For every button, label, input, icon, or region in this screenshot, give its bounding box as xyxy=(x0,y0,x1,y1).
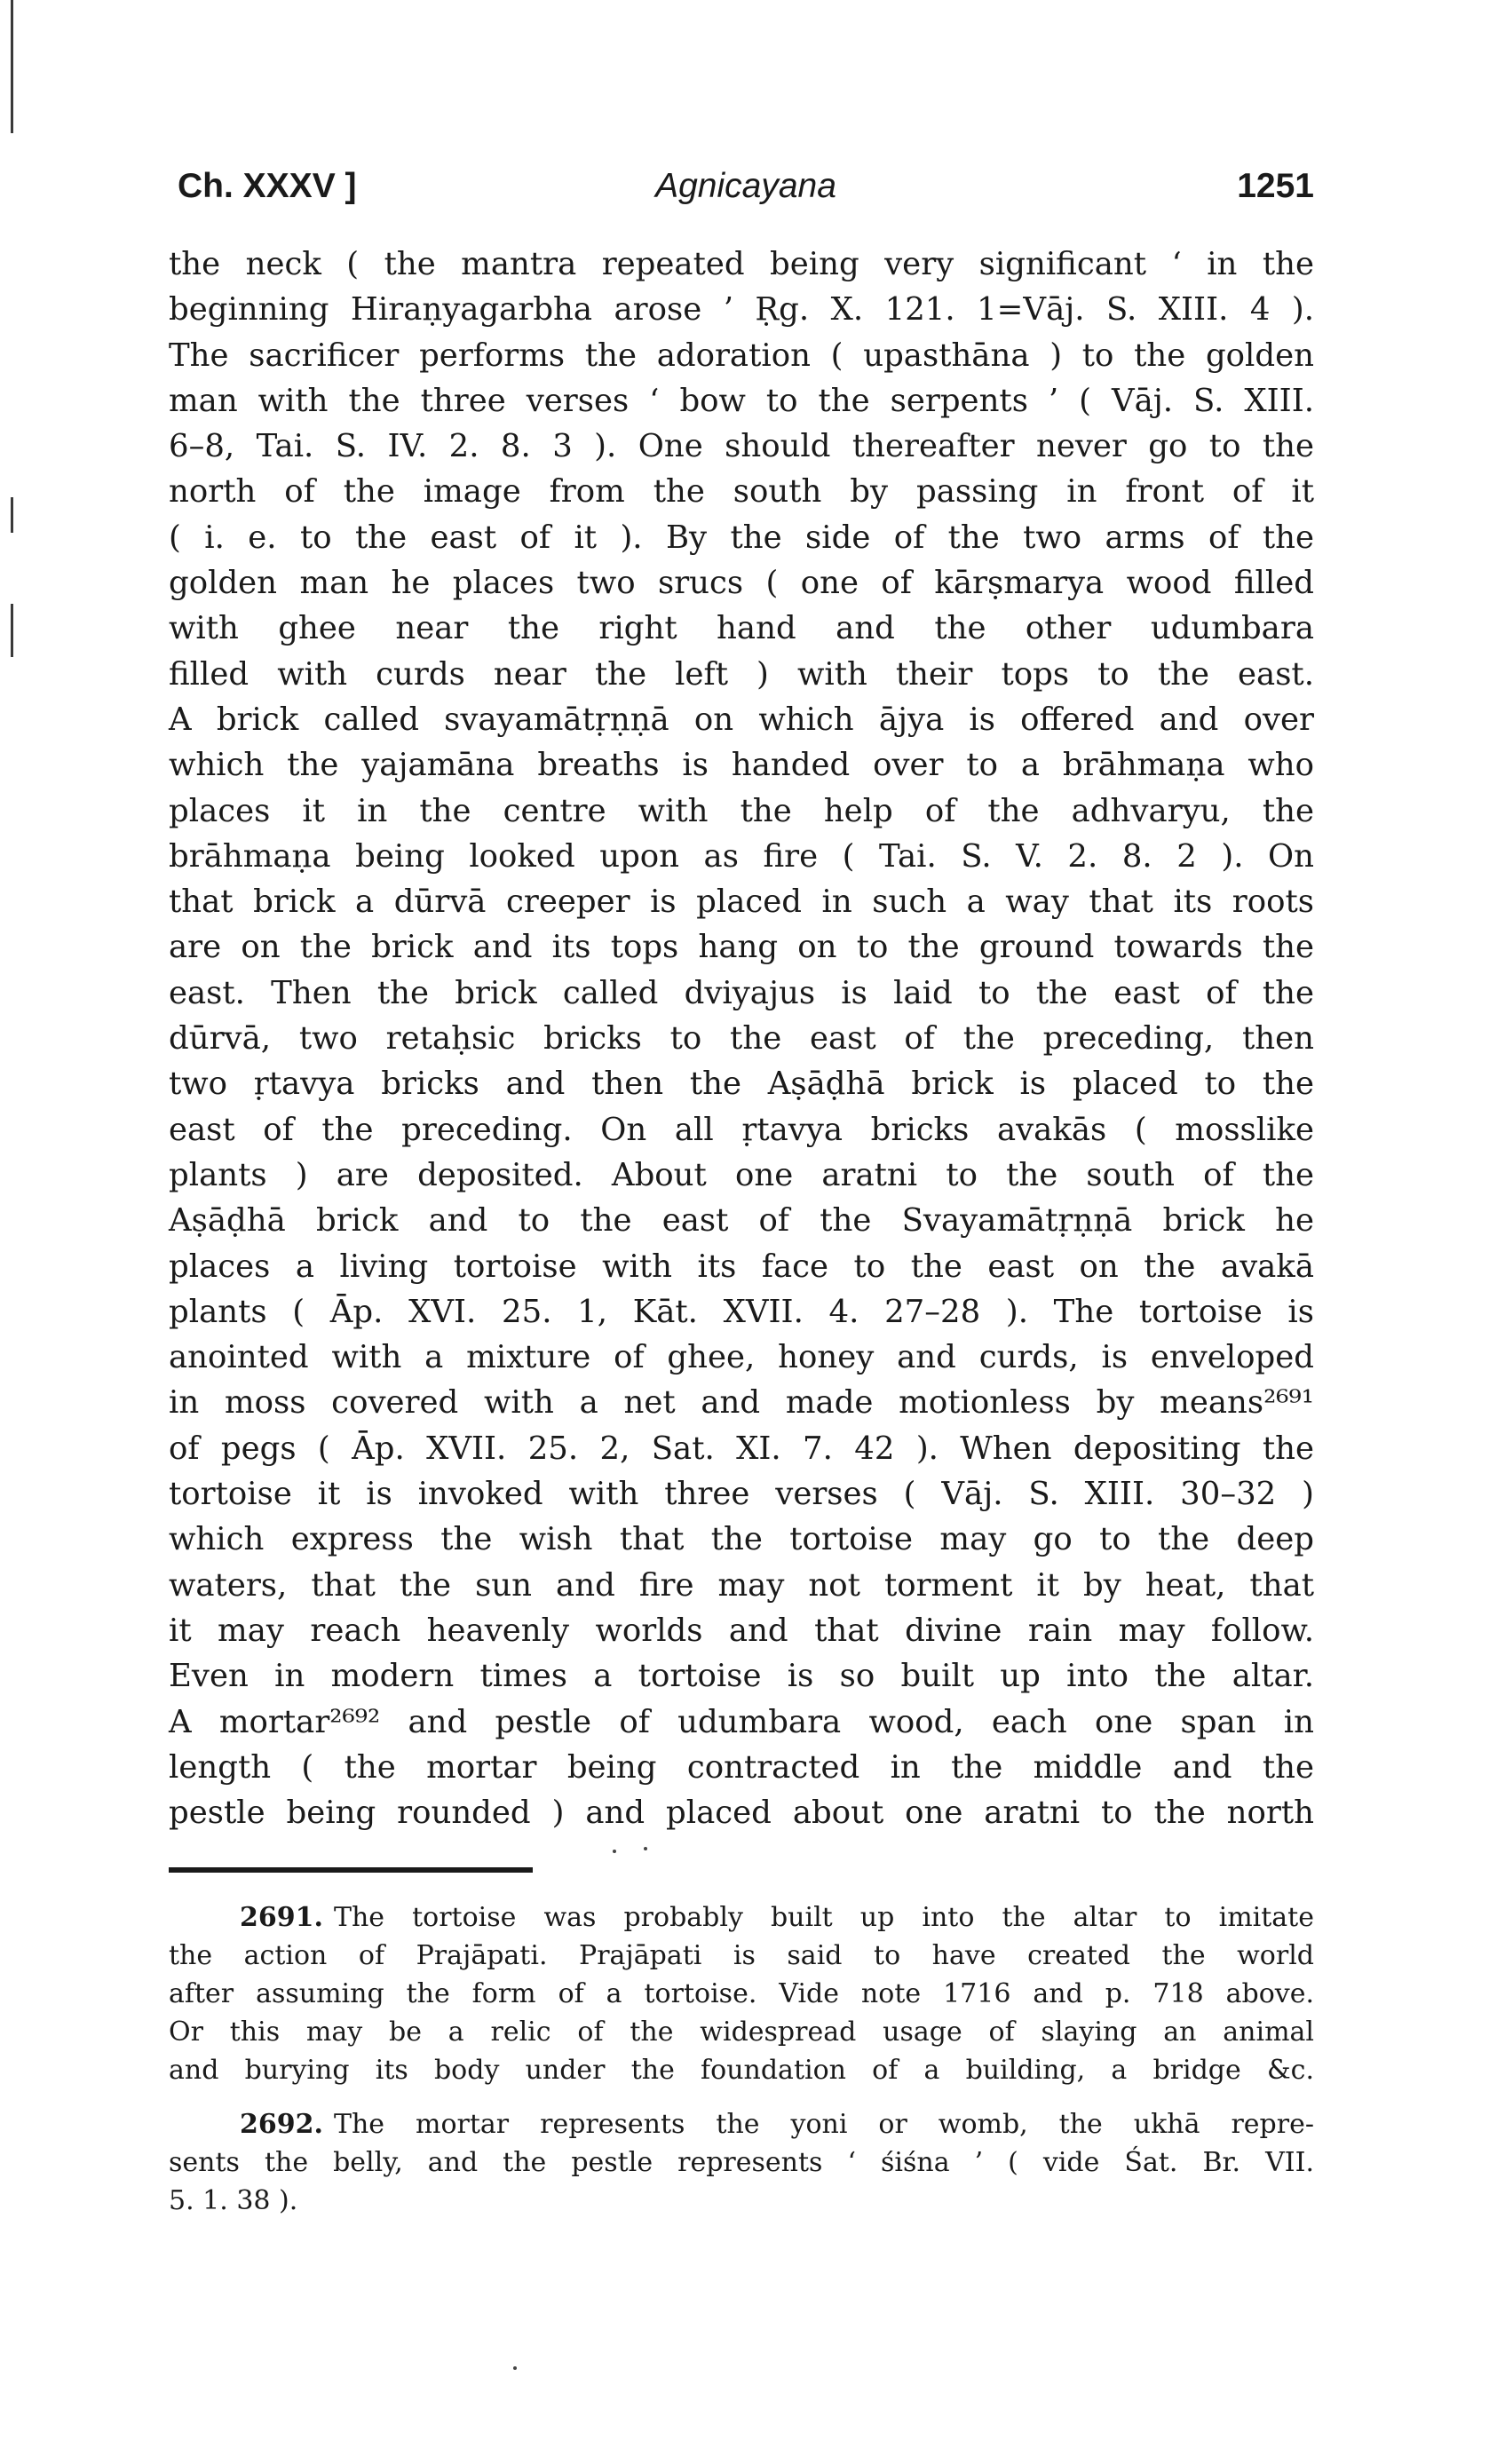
scan-edge-mark xyxy=(11,0,13,133)
text-line: The sacrificer performs the adoration ( upasthāna ) to the golden xyxy=(169,337,1314,374)
text-line: of pegs ( Āp. XVII. 25. 2, Sat. XI. 7. 42 ). When depositing the xyxy=(169,1430,1314,1467)
footnote-line: and burying its body under the foundation of a building, a bridge &c. xyxy=(169,2055,1314,2086)
text-line: filled with curds near the left ) with their tops to the east. xyxy=(169,655,1314,693)
text-line: east. Then the brick called dviyajus is laid to the east of the xyxy=(169,974,1314,1011)
text-line: ( i. e. to the east of it ). By the side of the two arms of the xyxy=(169,519,1314,556)
text-line: pestle being rounded ) and placed about one aratni to the north xyxy=(169,1795,1314,1832)
scan-speck xyxy=(513,2366,517,2370)
running-title: Agnicayana xyxy=(655,167,836,205)
text-line: which the yajamāna breaths is handed over to a brāhmaṇa who xyxy=(169,747,1314,784)
body-text xyxy=(169,242,1314,1835)
text-line: man with the three verses ‘ bow to the serpents ’ ( Vāj. S. XIII. xyxy=(169,382,1314,419)
text-line: length ( the mortar being contracted in the middle and the xyxy=(169,1748,1314,1786)
text-line: golden man he places two srucs ( one of kārṣmarya wood filled xyxy=(169,565,1314,602)
text-line: it may reach heavenly worlds and that divine rain may follow. xyxy=(169,1612,1314,1649)
footnote-line: Or this may be a relic of the widespread usage of slaying an animal xyxy=(169,2016,1314,2048)
text-line: A mortar²⁶⁹² and pestle of udumbara wood, each one span in xyxy=(169,1703,1314,1740)
footnote-line: after assuming the form of a tortoise. Vide note 1716 and p. 718 above. xyxy=(169,1978,1314,2009)
text-line: with ghee near the right hand and the other udumbara xyxy=(169,610,1314,647)
footnote-rule xyxy=(169,1867,533,1873)
text-line: are on the brick and its tops hang on to the ground towards the xyxy=(169,929,1314,966)
footnote-text: The mortar represents the yoni or womb, the ukhā repre- xyxy=(333,2109,1314,2140)
footnote-line xyxy=(169,2105,1314,2143)
footnote-number: 2691. xyxy=(240,1902,323,1933)
text-line: north of the image from the south by passing in front of it xyxy=(169,473,1314,511)
text-line: two ṛtavya bricks and then the Aṣāḍhā brick is placed to the xyxy=(169,1066,1314,1103)
text-line: Aṣāḍhā brick and to the east of the Svayamātṛṇṇā brick he xyxy=(169,1202,1314,1240)
text-line: plants ( Āp. XVI. 25. 1, Kāt. XVII. 4. 27–28 ). The tortoise is xyxy=(169,1293,1314,1330)
chapter-label: Ch. XXXV ] xyxy=(178,167,357,205)
text-line: tortoise it is invoked with three verses ( Vāj. S. XIII. 30–32 ) xyxy=(169,1476,1314,1513)
text-line: east of the preceding. On all ṛtavya bricks avakās ( mosslike xyxy=(169,1111,1314,1148)
footnote-number: 2692. xyxy=(240,2109,323,2140)
text-line: anointed with a mixture of ghee, honey and curds, is enveloped xyxy=(169,1339,1314,1376)
text-line: the neck ( the mantra repeated being very significant ‘ in the xyxy=(169,246,1314,282)
scan-edge-mark xyxy=(11,497,13,533)
footnote-text: The tortoise was probably built up into the altar to imitate xyxy=(333,1902,1314,1933)
running-header xyxy=(178,167,1314,220)
text-line: brāhmaṇa being looked upon as fire ( Tai. S. V. 2. 8. 2 ). On xyxy=(169,837,1314,875)
footnote-line: the action of Prajāpati. Prajāpati is said to have created the world xyxy=(169,1940,1314,1971)
text-line: Even in modern times a tortoise is so built up into the altar. xyxy=(169,1658,1314,1695)
page-number: 1251 xyxy=(1237,167,1314,205)
footnote-line: sents the belly, and the pestle represents ‘ śiśna ’ ( vide Śat. Br. VII. xyxy=(169,2147,1314,2178)
footnotes xyxy=(169,1898,1314,2236)
text-line: that brick a dūrvā creeper is placed in such a way that its roots xyxy=(169,883,1314,921)
footnote-line: 5. 1. 38 ). xyxy=(169,2185,298,2216)
scan-speck xyxy=(644,1847,647,1850)
text-line: dūrvā, two retaḥsic bricks to the east of the preceding, then xyxy=(169,1020,1314,1058)
text-line: places a living tortoise with its face to the east on the avakā xyxy=(169,1248,1314,1285)
text-line: in moss covered with a net and made motionless by means²⁶⁹¹ xyxy=(169,1384,1314,1422)
scan-edge-mark xyxy=(11,604,13,657)
text-line: A brick called svayamātṛṇṇā on which ājya is offered and over xyxy=(169,701,1314,738)
footnote-line xyxy=(169,1898,1314,1937)
text-line: beginning Hiraṇyagarbha arose ’ Ṛg. X. 121. 1=Vāj. S. XIII. 4 ). xyxy=(169,291,1314,329)
text-line: places it in the centre with the help of the adhvaryu, the xyxy=(169,792,1314,829)
text-line: plants ) are deposited. About one aratni to the south of the xyxy=(169,1156,1314,1193)
text-line: 6–8, Tai. S. IV. 2. 8. 3 ). One should thereafter never go to the xyxy=(169,428,1314,465)
footnote-2692 xyxy=(169,2105,1314,2220)
footnote-2691 xyxy=(169,1898,1314,2089)
scan-speck xyxy=(613,1850,616,1853)
text-line: waters, that the sun and fire may not torment it by heat, that xyxy=(169,1566,1314,1604)
text-line: which express the wish that the tortoise may go to the deep xyxy=(169,1521,1314,1558)
